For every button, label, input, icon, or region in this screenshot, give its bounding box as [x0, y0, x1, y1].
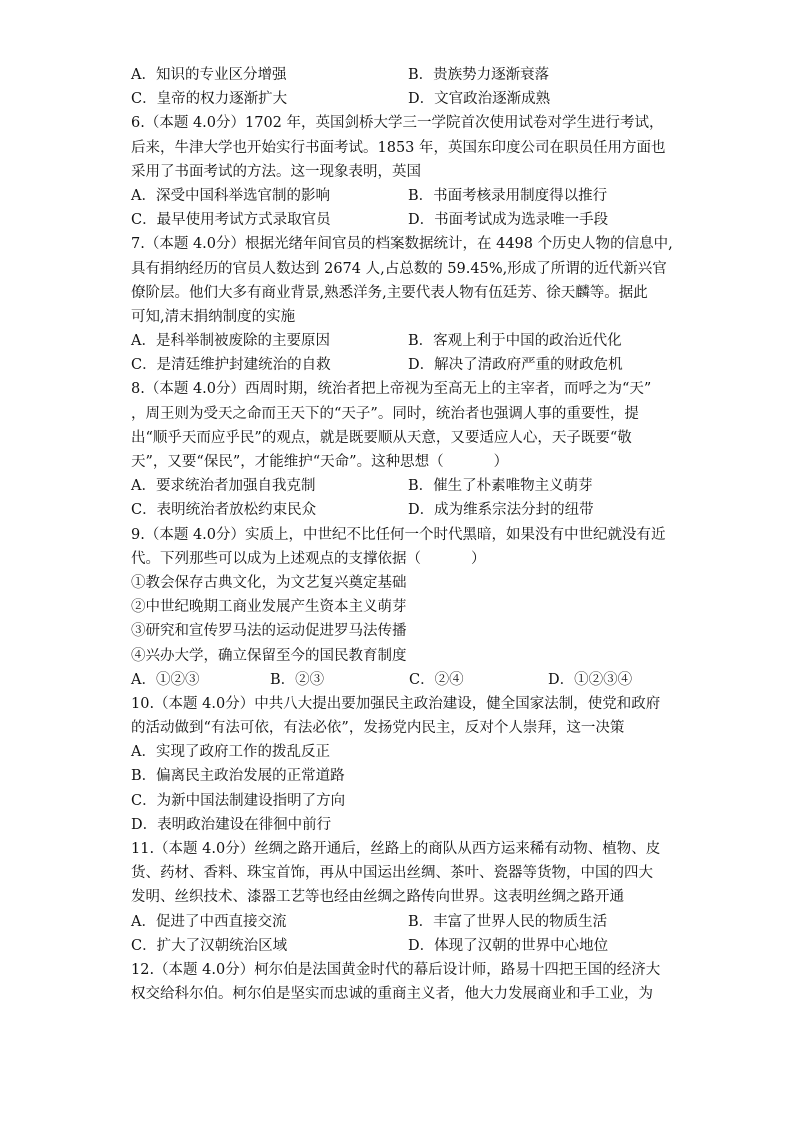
- q8-option-b[interactable]: B．催生了朴素唯物主义萌芽: [408, 478, 593, 495]
- q6-option-d[interactable]: D．书面考试成为选录唯一手段: [408, 212, 609, 229]
- q10-option-d[interactable]: D．表明政治建设在徘徊中前行: [131, 816, 332, 833]
- q9-option-c[interactable]: C．②④: [409, 671, 464, 688]
- q7-stem-line-3: 僚阶层。他们大多有商业背景,熟悉洋务,主要代表人物有伍廷芳、徐天麟等。据此: [131, 284, 648, 301]
- q7-stem-line-4: 可知,清末捐纳制度的实施: [131, 308, 296, 325]
- q5-option-d[interactable]: D．文官政治逐渐成熟: [408, 91, 551, 108]
- q10-stem-line-1: 10.（本题 4.0分）中共八大提出要加强民主政治建设，健全国家法制，使党和政府: [131, 695, 661, 712]
- q9-stem-close-paren: ）: [471, 550, 486, 567]
- q5-options-row-2: [131, 87, 671, 111]
- q6-stem-line-2: 后来，牛津大学也开始实行书面考试。1853 年，英国东印度公司在职员任用方面也: [131, 139, 666, 156]
- q9-option-b[interactable]: B．②③: [270, 671, 325, 688]
- q10-option-c[interactable]: C．为新中国法制建设指明了方向: [131, 792, 346, 809]
- q8-option-a[interactable]: A．要求统治者加强自我克制: [131, 478, 316, 495]
- q6-stem-line-3: 采用了书面考试的方法。这一现象表明，英国: [131, 163, 421, 180]
- q7-option-a[interactable]: A．是科举制被废除的主要原因: [131, 333, 330, 350]
- q11-options-row-2: [131, 934, 671, 958]
- q7-option-b[interactable]: B．客观上利于中国的政治近代化: [408, 333, 622, 350]
- q9-option-a[interactable]: A．①②③: [131, 671, 200, 688]
- question-list: [131, 63, 671, 1006]
- q8-stem-line-1: 8.（本题 4.0分）西周时期，统治者把上帝视为至高无上的主宰者，而呼之为“天”: [131, 381, 652, 398]
- q8-stem-line-2: ，周王则为受天之命而王天下的“天子”。同时，统治者也强调人事的重要性，提: [131, 405, 639, 422]
- q6-option-a[interactable]: A．深受中国科举选官制的影响: [131, 187, 330, 204]
- q8-option-d[interactable]: D．成为维系宗法分封的纽带: [408, 502, 594, 519]
- q7-option-d[interactable]: D．解决了清政府严重的财政危机: [408, 357, 623, 374]
- q5-options-row-1: [131, 63, 671, 87]
- q8-options-row-2: [131, 498, 671, 522]
- q7-stem-line-2: 具有捐纳经历的官员人数达到 2674 人,占总数的 59.45%,形成了所谓的近代新兴官: [131, 260, 667, 277]
- q11-stem-line-3: 发明、丝织技术、漆器工艺等也经由丝绸之路传向世界。这表明丝绸之路开通: [131, 889, 624, 906]
- q9-statement-3: ③研究和宣传罗马法的运动促进罗马法传播: [131, 623, 407, 640]
- q9-statement-1: ①教会保存古典文化，为文艺复兴奠定基础: [131, 574, 407, 591]
- q8-stem-line-3: 出“顺乎天而应乎民”的观点，就是既要顺从天意，又要适应人心，天子既要“敬: [131, 429, 632, 446]
- q11-option-d[interactable]: D．体现了汉朝的世界中心地位: [408, 937, 609, 954]
- q8-options-row-1: [131, 474, 671, 498]
- q6-stem-line-1: 6.（本题 4.0分）1702 年，英国剑桥大学三一学院首次使用试卷对学生进行考试，: [131, 115, 664, 132]
- q11-option-a[interactable]: A．促进了中西直接交流: [131, 913, 287, 930]
- q11-option-c[interactable]: C．扩大了汉朝统治区域: [131, 937, 288, 954]
- q11-option-b[interactable]: B．丰富了世界人民的物质生活: [408, 913, 608, 930]
- q11-options-row-1: [131, 910, 671, 934]
- q9-statement-2: ②中世纪晚期工商业发展产生资本主义萌芽: [131, 599, 407, 616]
- q6-option-c[interactable]: C．最早使用考试方式录取官员: [131, 212, 331, 229]
- q7-options-row-1: [131, 329, 671, 353]
- q8-stem-close-paren: ）: [493, 454, 509, 470]
- q6-option-b[interactable]: B．书面考核录用制度得以推行: [408, 187, 608, 204]
- q9-option-d[interactable]: D．①②③④: [548, 671, 633, 688]
- q6-options-row-1: [131, 184, 671, 208]
- q9-stem-line-1: 9.（本题 4.0分）实质上，中世纪不比任何一个时代黑暗，如果没有中世纪就没有近: [131, 526, 666, 543]
- q11-stem-line-2: 货、药材、香料、珠宝首饰，再从中国运出丝绸、茶叶、瓷器等货物，中国的四大: [131, 865, 653, 882]
- q8-stem-line-4: [131, 450, 671, 474]
- q9-stem-line-2: [131, 547, 671, 571]
- q5-option-a[interactable]: A．知识的专业区分增强: [131, 67, 287, 83]
- q7-options-row-2: [131, 353, 671, 377]
- q5-option-c[interactable]: C．皇帝的权力逐渐扩大: [131, 91, 288, 108]
- q11-stem-line-1: 11.（本题 4.0分）丝绸之路开通后，丝路上的商队从西方运来稀有动物、植物、皮: [131, 841, 661, 857]
- q10-stem-line-2: 的活动做到“有法可依，有法必依”，发扬党内民主，反对个人崇拜，这一决策: [131, 720, 625, 737]
- q9-options-row: [131, 668, 671, 692]
- q8-stem-text: 天”，又要“保民”，才能维护“天命”。这种思想（: [131, 454, 444, 470]
- q12-stem-line-1: 12.（本题 4.0分）柯尔伯是法国黄金时代的幕后设计师，路易十四把王国的经济大: [131, 961, 661, 978]
- q9-stem-text: 代。下列那些可以成为上述观点的支撑依据（: [131, 550, 421, 567]
- q12-stem-line-2: 权交给科尔伯。柯尔伯是坚实而忠诚的重商主义者，他大力发展商业和手工业，为: [131, 986, 653, 1003]
- q9-statement-4: ④兴办大学，确立保留至今的国民教育制度: [131, 647, 407, 664]
- q7-option-c[interactable]: C．是清廷维护封建统治的自救: [131, 357, 331, 374]
- q10-option-a[interactable]: A．实现了政府工作的拨乱反正: [131, 744, 330, 761]
- q5-option-b[interactable]: B．贵族势力逐渐衰落: [408, 67, 550, 83]
- q8-option-c[interactable]: C．表明统治者放松约束民众: [131, 502, 317, 519]
- q7-stem-line-1: 7.（本题 4.0分）根据光绪年间官员的档案数据统计，在 4498 个历史人物的信息中,: [131, 236, 673, 253]
- q10-option-b[interactable]: B．偏离民主政治发展的正常道路: [131, 768, 345, 785]
- q6-options-row-2: [131, 208, 671, 232]
